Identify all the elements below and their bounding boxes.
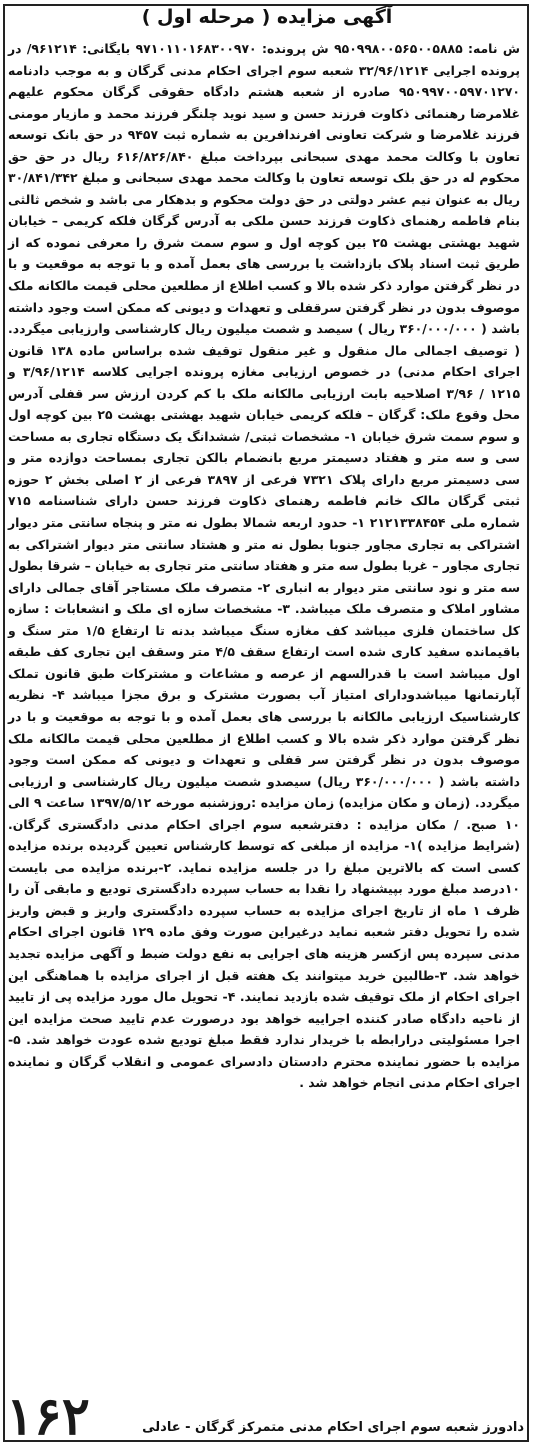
notice-title: آگهی مزایده ( مرحله اول ) (141, 6, 393, 28)
handwritten-number: ۱۶۲ (6, 1386, 90, 1447)
notice-footer-signature: دادورز شعبه سوم اجرای احکام مدنی متمرکز گرگان - عادلی (142, 1420, 524, 1435)
notice-body: ش نامه: ۹۵۰۹۹۸۰۰۵۶۵۰۰۵۸۸۵ ش پرونده: ۹۷۱۰۱۱۰۱۶۸۳۰۰۹۷۰ بایگانی: ۹۶۱۲۱۴/ در پرونده اجرایی ۳۲/۹۶/۱۲۱۴ شعبه سوم اجرای احکام مدنی گرگان و به موجب دادنامه ۹۵۰۹۹۷۰۰۵۹۷۰۱۲۷۰ صادره از شعبه هشتم دادگاه حقوقی گرگان محکوم علیهم غلامرضا رهنمائی ذکاوت فرزند حسن و سید نوید چلنگر فرزند محمد و مازیار مومنی فرزند غلامرضا و شرکت تعاونی افرندافرین به شماره ثبت ۹۴۵۷ در حق بانک توسعه تعاون با وکالت محمد مهدی سبحانی بپرداخت مبلغ ۶۱۶/۸۲۶/۸۴۰ ریال در حق حق محکوم له در حق بلک توسعه تعاون با وکالت محمد مهدی سبحانی و مبلغ ۳۰/۸۴۱/۳۴۲ ریال به عنوان نیم عشر دولتی در حق دولت محکوم و بدهکار می باشد و شخص ثالثی بنام فاطمه رهنمای ذکاوت فرزند حسن ملکی به آدرس گرگان فلکه کریمی – خیابان شهید بهشتی بهشت ۲۵ بین کوچه اول و سوم سمت شرق را معرفی نموده که از طریق ثبت اسناد پلاک بازداشت یا بررسی های بعمل آمده و با توجه به موقعیت و با در نظر گرفتن موارد ذکر شده بالا و کسب اطلاع از مطلعین محلی قیمت مالکانه ملک موصوف بدون در نظر گرفتن سرقفلی و تعهدات و دیونی که ممکن است وجود داشته باشد ( ۳۶۰/۰۰۰/۰۰۰ ریال ) سیصد و شصت میلیون ریال کارشناسی وارزیابی میگردد. ( توصیف اجمالی مال منقول و غیر منقول توقیف شده براساس ماده ۱۳۸ قانون اجرای احکام مدنی) در خصوص ارزیابی مغازه پرونده اجرایی کلاسه ۳/۹۶/۱۲۱۴ و ۱۲۱۵ / ۳/۹۶ اصلاحیه بابت ارزیابی مالکانه ملک با کم کردن ارزش سر قفلی آدرس محل وقوع ملک: گرگان – فلکه کریمی خیابان شهید بهشتی بهشت ۲۵ بین کوچه اول و سوم سمت شرق خیابان ۱- مشخصات ثبتی/ ششدانگ یک دستگاه تجاری به مساحت سی و سه متر و هفتاد دسیمتر مربع بانضمام بالکن تجاری بمساحت دوازده متر و سی دسیمتر مربع دارای پلاک ۷۳۲۱ فرعی از ۳۸۹۷ فرعی از ۲ اصلی بخش ۲ حوزه ثبتی گرگان مالک خانم فاطمه رهنمای ذکاوت فرزند حسن دارای شناسنامه ۷۱۵ شماره ملی ۲۱۲۱۳۳۸۴۵۴ ۱- حدود اربعه شمالا بطول نه متر و پنجاه سانتی متر دیوار اشتراکی به تجاری مجاور جنوبا بطول نه متر و هشتاد سانتی متر دیوار اشتراکی به تجاری مجاور – غربا بطول سه متر و هفتاد سانتی متر تجاری به خیابان – شرقا بطول سه متر و نود سانتی متر دیوار به انباری ۲- متصرف ملک مستاجر آقای جمالی دارای مشاور املاک و متصرف ملک میباشد. ۳- مشخصات سازه ای ملک و انشعابات : سازه کل ساختمان فلزی میباشد کف مغازه سنگ میباشد بدنه تا ارتفاع ۱/۵ متر سنگ و باقیمانده سفید کاری شده است ارتفاع سقف ۴/۵ متر وسقف این تجاری کف طبقه اول میباشد است با قدرالسهم از عرصه و مشاعات و مشترکات طبق قانون تملک آپارتمانها میباشدودارای امتیاز آب بصورت مشترک و برق مجزا میباشد ۴- نظریه کارشناسیک ارزیابی مالکانه با بررسی های بعمل آمده و با توجه به موقعیت و با در نظر گرفتن موارد ذکر شده بالا و کسب اطلاع از مطلعین محلی قیمت مالکانه ملک موصوف بدون در نظر گرفتن سر قفلی و تعهدات و دیونی که ممکن است وجود داشته باشد ( ۳۶۰/۰۰۰/۰۰۰ ریال) سیصدو شصت میلیون ریال کارشناسی و ارزیابی میگردد. (زمان و مکان مزایده) زمان مزایده :روزشنبه مورخه ۱۳۹۷/۵/۱۲ ساعت ۹ الی ۱۰ صبح. / مکان مزایده : دفترشعبه سوم اجرای احکام مدنی دادگستری گرگان. (شرایط مزایده )۱- مزایده از مبلغی که توسط کارشناس تعیین گردیده برنده مزایده کسی است که بالاترین مبلغ را در جلسه مزایده نماید. ۲-برنده مزایده می بایست ۱۰درصد مبلغ مورد بپیشنهاد را نقدا به حساب سپرده دادگستری تودیع و مابقی آن را ظرف ۱ ماه از تاریخ اجرای مزایده به حساب سپرده دادگستری واریز و قبض واریز شده را تحویل دفتر شعبه نماید درغیراین صورت وفق ماده ۱۲۹ قانون اجرای احکام مدنی سپرده پس ازکسر هزینه های اجرایی به نفع دولت ضبط و آگهی مزایده تجدید خواهد شد. ۳-طالبین خرید میتوانند یک هفته قبل از اجرای مزایده با هماهنگی این اجرای احکام از ملک توقیف شده بازدید نمایند. ۴- تحویل مال مورد مزایده پی از تایید از ناحیه دادگاه صادر کننده اجراییه خواهد بود درصورت عدم تایید صحت مزایده این اجرا مسئولیتی درارابطه با خریدار ندارد فقط مبلغ تودیع شده عودت خواهد شد. ۵- مزایده با حضور نماینده محترم دادستان دادسرای عمومی و انقلاب گرگان و نماینده اجرای احکام مدنی انجام خواهد شد . (8, 41, 521, 1091)
